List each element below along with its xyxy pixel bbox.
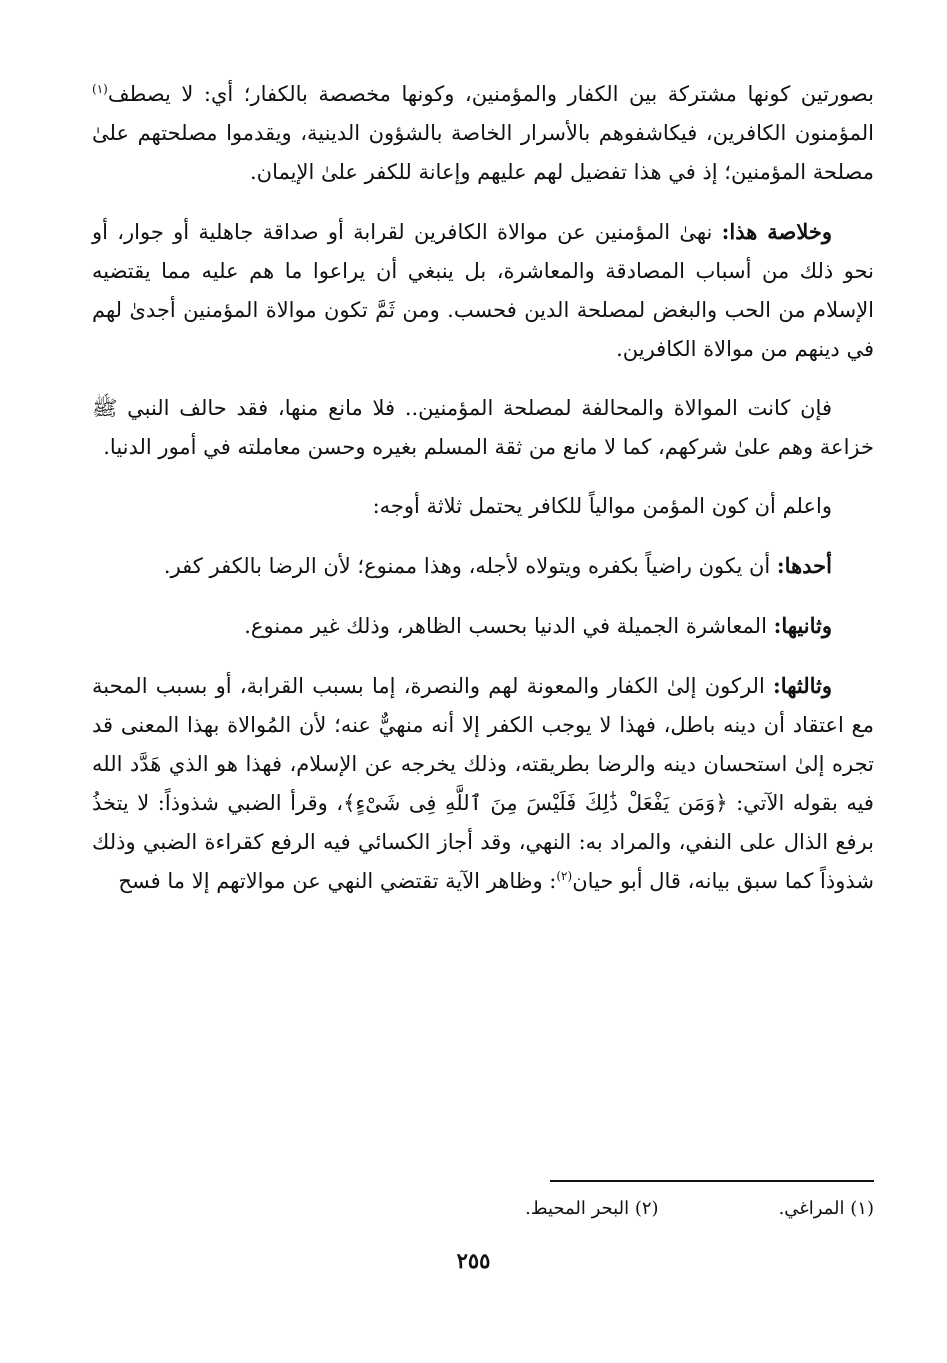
footnotes: [92, 1195, 874, 1223]
paragraph-5: [92, 546, 874, 586]
paragraph-lead: وثالثها:: [773, 673, 832, 698]
quran-verse: ﴿وَمَن يَفْعَلْ ذَٰلِكَ فَلَيْسَ مِنَ ٱللَّهِ فِى شَىْءٍ﴾: [343, 791, 728, 815]
paragraph-text: بصورتين كونها مشتركة بين الكفار والمؤمنين، وكونها مخصصة بالكفار؛ أي: لا يصطف: [107, 82, 874, 106]
footnote-marker: (١): [850, 1198, 874, 1219]
paragraph-text: فإن كانت الموالاة والمحالفة لمصلحة المؤمنين.. فلا مانع منها، فقد حالف النبي ﷺ خزاعة وهم علىٰ شركهم، كما لا مانع من ثقة المسلم بغيره وحسن معاملته في أمور الدنيا.: [92, 396, 874, 459]
paragraph-6: [92, 606, 874, 646]
page-number: ٢٥٥: [456, 1248, 491, 1273]
paragraph-lead: وخلاصة هذا:: [721, 219, 832, 244]
paragraph-7: [92, 666, 874, 901]
paragraph-lead: وثانيها:: [773, 613, 832, 638]
paragraph-text: الركون إلىٰ الكفار والمعونة لهم والنصرة، إما بسبب القرابة، أو بسبب المحبة مع اعتقاد أن دينه باطل، فهذا لا يوجب الكفر إلا أنه منهيٌّ عنه؛ لأن المُوالاة بهذا المعنى قد تجره إلىٰ استحسان دينه والرضا بطريقته، وذلك يخرجه عن الإسلام، فهذا هو الذي هَدَّد الله فيه بقوله الآتي:: [92, 674, 874, 815]
footnote-reference: (٢): [556, 869, 573, 883]
paragraph-lead: أحدها:: [776, 553, 832, 578]
paragraph-1: [92, 75, 874, 192]
main-text: [92, 75, 874, 921]
footnote-text: البحر المحيط.: [525, 1198, 630, 1219]
paragraph-text: ، وقرأ الضبي شذوذاً: لا يتخذُ برفع الذال على النفي، والمراد به: النهي، وقد أجاز الكسائي فيه الرفع كقراءة الضبي وذلك شذوذاً كما سبق بيانه، قال أبو حيان: [92, 791, 874, 893]
footnote-1: [779, 1195, 874, 1223]
paragraph-text: أن يكون راضياً بكفره ويتولاه لأجله، وهذا ممنوع؛ لأن الرضا بالكفر كفر.: [163, 554, 777, 578]
paragraph-text: نهىٰ المؤمنين عن موالاة الكافرين لقرابة أو صداقة جاهلية أو جوار، أو نحو ذلك من أسباب المصادقة والمعاشرة، بل ينبغي أن يراعوا ما هم عليه مما يقتضيه الإسلام من الحب والبغض لمصلحة الدين فحسب. ومن ثَمَّ تكون موالاة المؤمنين أجدىٰ لهم في دينهم من موالاة الكافرين.: [92, 220, 874, 361]
footnote-text: المراغي.: [778, 1198, 845, 1219]
paragraph-4: [92, 487, 874, 526]
paragraph-3: [92, 389, 874, 467]
footnote-2: [525, 1195, 658, 1223]
footnote-divider: [550, 1180, 874, 1182]
paragraph-2: [92, 212, 874, 369]
paragraph-text: واعلم أن كون المؤمن موالياً للكافر يحتمل ثلاثة أوجه:: [372, 494, 832, 518]
footnote-reference: (١): [92, 82, 108, 96]
paragraph-text: المعاشرة الجميلة في الدنيا بحسب الظاهر، وذلك غير ممنوع.: [244, 614, 774, 638]
footnote-marker: (٢): [634, 1198, 659, 1219]
paragraph-text: : وظاهر الآية تقتضي النهي عن موالاتهم إلا ما فسح: [118, 869, 557, 893]
paragraph-text: المؤمنون الكافرين، فيكاشفوهم بالأسرار الخاصة بالشؤون الدينية، ويقدموا مصلحتهم علىٰ مصلحة المؤمنين؛ إذ في هذا تفضيل لهم عليهم وإعانة للكفر علىٰ الإيمان.: [92, 121, 874, 184]
